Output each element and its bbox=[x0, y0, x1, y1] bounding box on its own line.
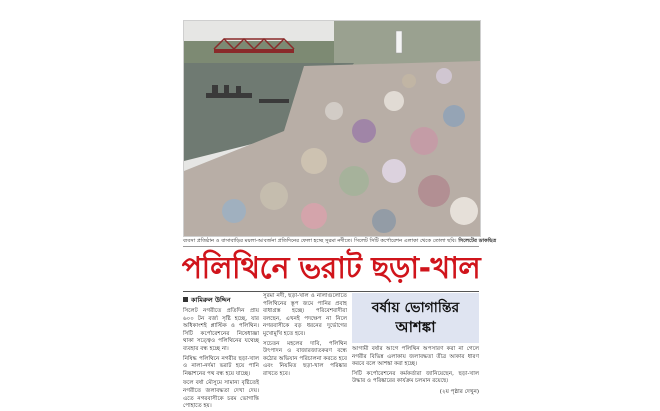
paragraph: সিটি কর্পোরেশনের কর্মকর্তারা জানিয়েছেন, ছড়া-খাল উদ্ধার ও পরিষ্কারের কার্যক্রম চলমান রয়েছে। bbox=[352, 370, 479, 385]
paragraph: সচেতন মহলের দাবি, পলিথিন উৎপাদন ও বাজারজাতকরণ বন্ধে কঠোর অভিযান পরিচালনা করতে হবে এবং নিয়মিত ছড়া-খাল পরিষ্কার রাখতে হবে। bbox=[263, 340, 347, 377]
caption-text: ব্যবসা প্রতিষ্ঠান ও বাসাবাড়ির ময়লা-আবর্জনা প্রতিদিনের ফেলা হচ্ছে সুরমা নদীতে। সিলেট সিটি কর্পোরেশন এলাকা থেকে তোলা ছবি। bbox=[183, 238, 457, 244]
article-column-2 bbox=[263, 293, 347, 400]
paragraph: সুরমা নদী, ছড়া-খাল ও নালাগুলোতে পলিথিনের স্তূপ জমে পানির প্রবাহ বাধাগ্রস্ত হচ্ছে। পরিবেশবাদীরা বলছেন, এখনই পদক্ষেপ না নিলে নগরবাসীকে বড় ধরনের দুর্ভোগের মুখোমুখি হতে হবে। bbox=[263, 293, 347, 337]
paragraph: সিলেট নগরীতে প্রতিদিন প্রায় ৬০০ টন বর্জ্য সৃষ্টি হচ্ছে, যার অধিকাংশই প্লাস্টিক ও পলিথিন। সিটি কর্পোরেশনের নিষেধাজ্ঞা থাকা সত্ত্বেও পলিথিনের যথেচ্ছ ব্যবহার বন্ধ হচ্ছে না। bbox=[183, 308, 259, 352]
continued-note: (২য় পৃষ্ঠার দেখুন) bbox=[439, 388, 479, 395]
riverbank-illustration bbox=[184, 21, 480, 236]
news-photo bbox=[183, 20, 481, 237]
paragraph: ফলে বর্ষা মৌসুমে সামান্য বৃষ্টিতেই নগরীতে জলাবদ্ধতা দেখা দেয়। এতে নগরবাসীকে চরম ভোগান্তি পোহাতে হয়। bbox=[183, 380, 259, 410]
subheadline-box bbox=[352, 293, 479, 343]
paragraph: আগামী বর্ষার আগে পলিথিন অপসারণ করা না গেলে নগরীর বিভিন্ন এলাকায় জলাবদ্ধতা তীব্র আকার ধারণ করবে বলে আশঙ্কা করা হচ্ছে। bbox=[352, 346, 479, 368]
article-column-1 bbox=[183, 293, 259, 410]
headline: পলিথিনে ভরাট ছড়া-খাল bbox=[181, 250, 481, 286]
paragraph: নিষিদ্ধ পলিথিনে নগরীর ছড়া-খাল ও নালা-নর্দমা ভরাট হয়ে পানি নিষ্কাশনের পথ বন্ধ হয়ে যাচ্ছে। bbox=[183, 355, 259, 377]
byline: কামিরুল উদ্দিন bbox=[183, 293, 259, 308]
subheadline-line1: বর্ষায় ভোগান্তির bbox=[371, 300, 460, 316]
photo-credit: সিলেটের ডাকছিত্র bbox=[458, 238, 497, 244]
article-column-3 bbox=[352, 346, 479, 400]
divider bbox=[183, 291, 479, 292]
subheadline-line2: আশঙ্কা bbox=[395, 318, 436, 336]
